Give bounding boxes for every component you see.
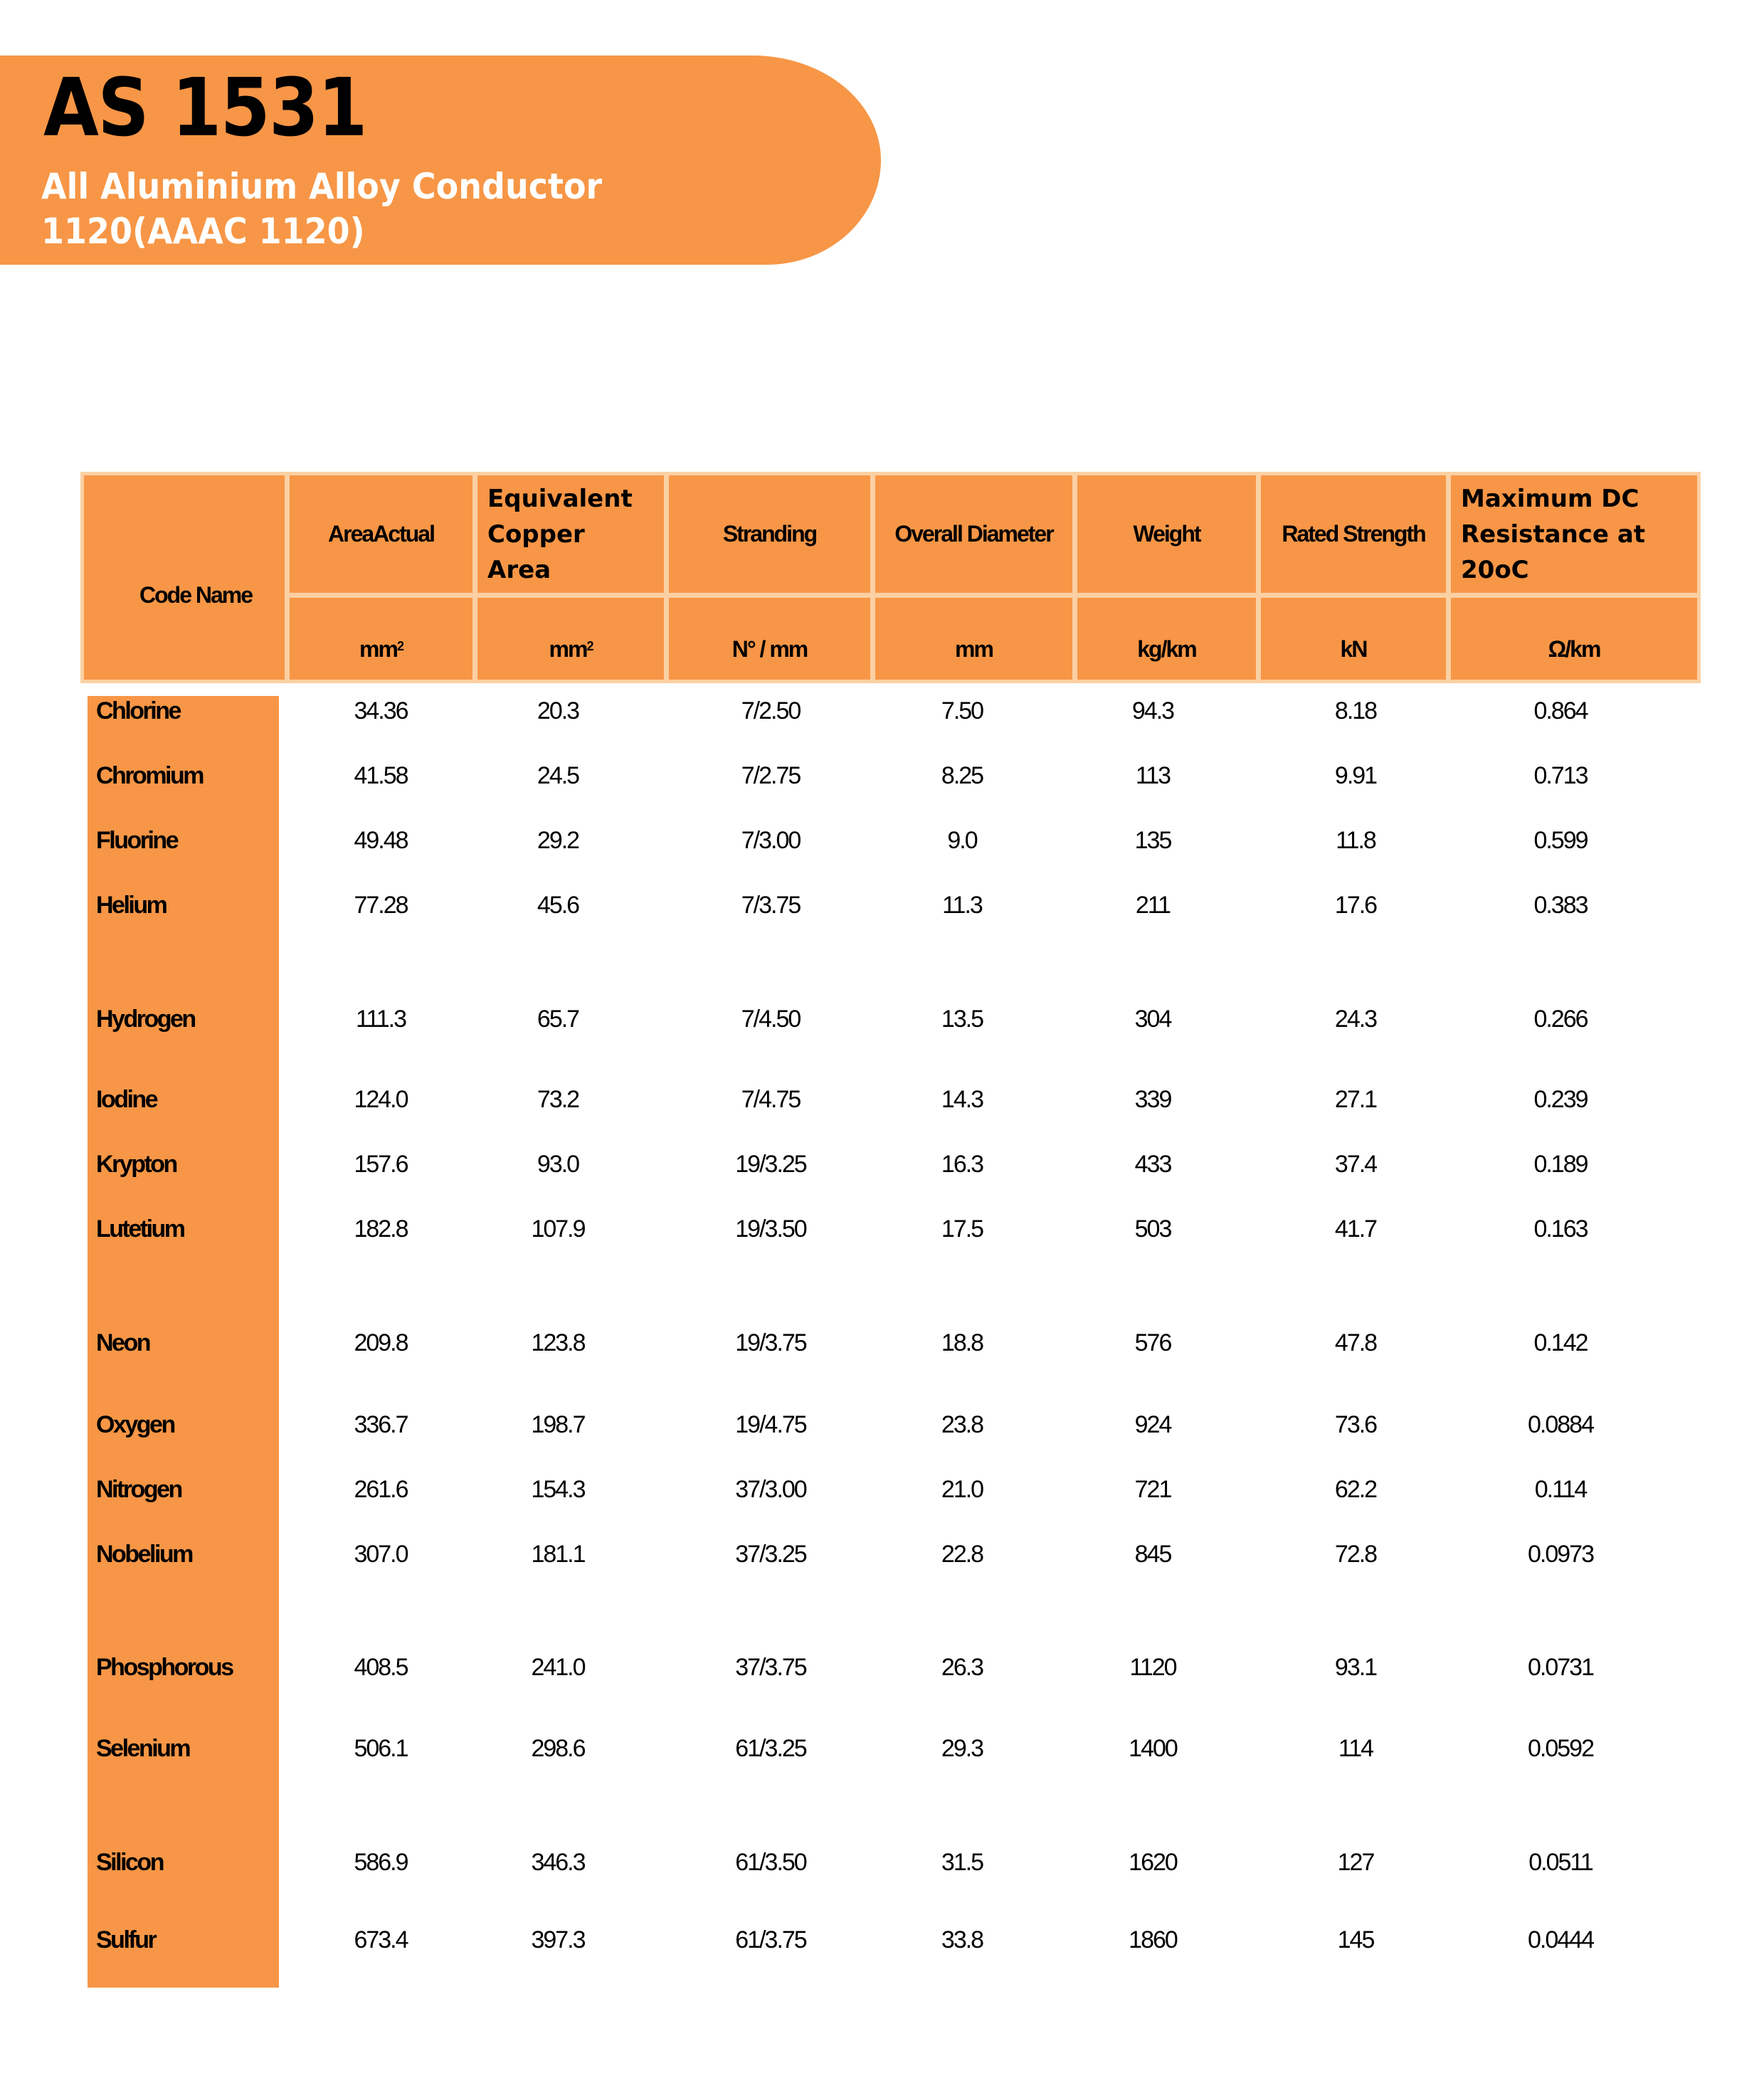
stranding-cell: 19/3.50 <box>735 1215 806 1243</box>
unit-stranding: N° / mm <box>669 598 870 680</box>
stranding-cell: 37/3.00 <box>735 1476 806 1503</box>
resistance-cell: 0.114 <box>1534 1476 1587 1503</box>
resistance-cell: 0.266 <box>1533 1006 1588 1033</box>
area-cell: 209.8 <box>354 1329 408 1356</box>
cu-area-cell: 397.3 <box>531 1926 585 1953</box>
cu-area-cell: 45.6 <box>537 892 579 919</box>
resistance-cell: 0.383 <box>1533 892 1588 919</box>
area-cell: 41.58 <box>354 762 408 789</box>
weight-cell: 135 <box>1134 827 1171 854</box>
diameter-cell: 23.8 <box>941 1411 983 1438</box>
header-overall-diameter: Overall Diameter <box>875 475 1072 593</box>
strength-cell: 8.18 <box>1334 697 1377 724</box>
product-subtitle-line2: 1120(AAAC 1120) <box>41 211 365 252</box>
table-row <box>0 1468 1764 1511</box>
area-cell: 157.6 <box>354 1151 408 1178</box>
code-name-cell: Oxygen <box>96 1411 174 1438</box>
diameter-cell: 8.25 <box>941 762 983 789</box>
stranding-cell: 7/4.75 <box>741 1086 801 1113</box>
strength-cell: 145 <box>1337 1926 1374 1953</box>
cu-area-cell: 298.6 <box>531 1735 585 1762</box>
area-cell: 261.6 <box>354 1476 408 1503</box>
code-name-cell: Hydrogen <box>96 1006 195 1033</box>
diameter-cell: 31.5 <box>941 1849 983 1876</box>
stranding-cell: 7/4.50 <box>741 1006 801 1033</box>
unit-equivalent-copper-area: mm $^2$ <box>477 598 664 680</box>
diameter-cell: 11.3 <box>942 892 982 919</box>
code-name-cell: Chromium <box>96 762 203 789</box>
strength-cell: 27.1 <box>1334 1086 1377 1113</box>
resistance-cell: 0.864 <box>1533 697 1588 724</box>
diameter-cell: 22.8 <box>941 1541 983 1568</box>
weight-cell: 94.3 <box>1131 697 1174 724</box>
table-row <box>0 1208 1764 1250</box>
strength-cell: 73.6 <box>1334 1411 1377 1438</box>
weight-cell: 1620 <box>1129 1849 1177 1876</box>
strength-cell: 24.3 <box>1334 1006 1377 1033</box>
code-name-cell: Selenium <box>96 1735 190 1762</box>
resistance-cell: 0.0444 <box>1528 1926 1593 1953</box>
table-row <box>0 1919 1764 1961</box>
strength-cell: 37.4 <box>1334 1151 1377 1178</box>
area-cell: 182.8 <box>354 1215 408 1243</box>
diameter-cell: 18.8 <box>941 1329 983 1356</box>
weight-cell: 1860 <box>1129 1926 1177 1953</box>
header-stranding: Stranding <box>669 475 870 593</box>
strength-cell: 9.91 <box>1334 762 1377 789</box>
code-name-cell: Fluorine <box>96 827 178 854</box>
resistance-cell: 0.189 <box>1533 1151 1588 1178</box>
code-name-cell: Phosphorous <box>96 1654 233 1681</box>
resistance-cell: 0.142 <box>1533 1329 1588 1356</box>
diameter-cell: 13.5 <box>941 1006 983 1033</box>
unit-overall-diameter: mm <box>875 598 1072 680</box>
stranding-cell: 37/3.25 <box>735 1541 806 1568</box>
strength-cell: 114 <box>1338 1735 1373 1762</box>
product-subtitle-line1: All Aluminium Alloy Conductor <box>41 166 603 207</box>
strength-cell: 62.2 <box>1334 1476 1377 1503</box>
unit-rated-strength: kN <box>1261 598 1446 680</box>
cu-area-cell: 241.0 <box>531 1654 585 1681</box>
weight-cell: 1400 <box>1129 1735 1177 1762</box>
weight-cell: 721 <box>1134 1476 1171 1503</box>
unit-area-actual: mm $^2$ <box>290 598 472 680</box>
code-name-cell: Neon <box>96 1329 149 1356</box>
code-name-cell: Sulfur <box>96 1926 156 1953</box>
cu-area-cell: 29.2 <box>537 827 579 854</box>
resistance-cell: 0.239 <box>1533 1086 1588 1113</box>
header-rated-strength: Rated Strength <box>1261 475 1446 593</box>
cu-area-cell: 346.3 <box>531 1849 585 1876</box>
table-row <box>0 819 1764 862</box>
unit-max-dc-resistance: Ω/km <box>1451 598 1697 680</box>
cu-area-cell: 24.5 <box>537 762 579 789</box>
table-row <box>0 1646 1764 1689</box>
diameter-cell: 29.3 <box>941 1735 983 1762</box>
resistance-cell: 0.0731 <box>1528 1654 1593 1681</box>
table-row <box>0 1078 1764 1121</box>
table-row <box>0 884 1764 927</box>
cu-area-cell: 20.3 <box>537 697 579 724</box>
stranding-cell: 19/3.75 <box>735 1329 806 1356</box>
diameter-cell: 33.8 <box>941 1926 983 1953</box>
strength-cell: 17.6 <box>1334 892 1377 919</box>
area-cell: 586.9 <box>354 1849 408 1876</box>
strength-cell: 127 <box>1337 1849 1374 1876</box>
area-cell: 408.5 <box>354 1654 408 1681</box>
standard-title: AS 1531 <box>43 62 366 154</box>
strength-cell: 72.8 <box>1334 1541 1377 1568</box>
weight-cell: 924 <box>1134 1411 1171 1438</box>
weight-cell: 433 <box>1134 1151 1171 1178</box>
area-cell: 34.36 <box>354 697 408 724</box>
table-row <box>0 754 1764 797</box>
cu-area-cell: 123.8 <box>531 1329 585 1356</box>
table-header <box>80 472 1701 683</box>
stranding-cell: 61/3.75 <box>735 1926 806 1953</box>
area-cell: 506.1 <box>354 1735 408 1762</box>
code-name-cell: Chlorine <box>96 697 180 724</box>
strength-cell: 11.8 <box>1336 827 1375 854</box>
stranding-cell: 7/3.75 <box>741 892 801 919</box>
diameter-cell: 14.3 <box>941 1086 983 1113</box>
resistance-cell: 0.599 <box>1533 827 1588 854</box>
table-row <box>0 1727 1764 1770</box>
header-area-actual: AreaActual <box>290 475 472 593</box>
area-cell: 307.0 <box>354 1541 408 1568</box>
table-row <box>0 1143 1764 1186</box>
diameter-cell: 9.0 <box>947 827 977 854</box>
table-row <box>0 1403 1764 1446</box>
area-cell: 111.3 <box>355 1006 406 1033</box>
strength-cell: 47.8 <box>1334 1329 1377 1356</box>
resistance-cell: 0.0973 <box>1528 1541 1593 1568</box>
table-row <box>0 1322 1764 1364</box>
area-cell: 77.28 <box>354 892 408 919</box>
stranding-cell: 7/3.00 <box>741 827 801 854</box>
resistance-cell: 0.163 <box>1533 1215 1588 1243</box>
code-name-cell: Nobelium <box>96 1541 192 1568</box>
table-row <box>0 1841 1764 1884</box>
weight-cell: 845 <box>1134 1541 1171 1568</box>
cu-area-cell: 73.2 <box>537 1086 579 1113</box>
area-cell: 124.0 <box>354 1086 408 1113</box>
area-cell: 673.4 <box>354 1926 408 1953</box>
area-cell: 49.48 <box>354 827 408 854</box>
table-row <box>0 1533 1764 1576</box>
diameter-cell: 26.3 <box>941 1654 983 1681</box>
strength-cell: 93.1 <box>1334 1654 1377 1681</box>
cu-area-cell: 93.0 <box>537 1151 579 1178</box>
cu-area-cell: 154.3 <box>531 1476 585 1503</box>
header-code-name: Code Name <box>84 475 285 680</box>
cu-area-cell: 107.9 <box>531 1215 585 1243</box>
weight-cell: 304 <box>1134 1006 1171 1033</box>
code-name-cell: Lutetium <box>96 1215 184 1243</box>
header-weight: Weight <box>1077 475 1256 593</box>
code-name-cell: Nitrogen <box>96 1476 181 1503</box>
stranding-cell: 7/2.50 <box>741 697 801 724</box>
stranding-cell: 19/3.25 <box>735 1151 806 1178</box>
code-name-cell: Silicon <box>96 1849 163 1876</box>
cu-area-cell: 181.1 <box>531 1541 585 1568</box>
diameter-cell: 16.3 <box>941 1151 983 1178</box>
stranding-cell: 7/2.75 <box>741 762 801 789</box>
unit-weight: kg/km <box>1077 598 1256 680</box>
stranding-cell: 61/3.50 <box>735 1849 806 1876</box>
weight-cell: 576 <box>1134 1329 1171 1356</box>
code-name-cell: Helium <box>96 892 167 919</box>
table-row <box>0 998 1764 1040</box>
header-equivalent-copper-area: Equivalent Copper Area <box>477 475 664 593</box>
resistance-cell: 0.0592 <box>1528 1735 1593 1762</box>
resistance-cell: 0.713 <box>1533 762 1588 789</box>
strength-cell: 41.7 <box>1334 1215 1377 1243</box>
weight-cell: 211 <box>1135 892 1171 919</box>
stranding-cell: 61/3.25 <box>735 1735 806 1762</box>
area-cell: 336.7 <box>354 1411 408 1438</box>
table-row <box>0 690 1764 732</box>
resistance-cell: 0.0511 <box>1528 1849 1593 1876</box>
cu-area-cell: 198.7 <box>531 1411 585 1438</box>
code-name-cell: Krypton <box>96 1151 176 1178</box>
weight-cell: 113 <box>1135 762 1171 789</box>
weight-cell: 503 <box>1134 1215 1171 1243</box>
weight-cell: 1120 <box>1129 1654 1176 1681</box>
header-max-dc-resistance: Maximum DC Resistance at 20oC <box>1451 475 1697 593</box>
stranding-cell: 37/3.75 <box>735 1654 806 1681</box>
weight-cell: 339 <box>1134 1086 1171 1113</box>
stranding-cell: 19/4.75 <box>735 1411 806 1438</box>
diameter-cell: 21.0 <box>941 1476 983 1503</box>
code-name-cell: Iodine <box>96 1086 157 1113</box>
diameter-cell: 17.5 <box>941 1215 983 1243</box>
resistance-cell: 0.0884 <box>1528 1411 1593 1438</box>
cu-area-cell: 65.7 <box>537 1006 579 1033</box>
diameter-cell: 7.50 <box>941 697 983 724</box>
